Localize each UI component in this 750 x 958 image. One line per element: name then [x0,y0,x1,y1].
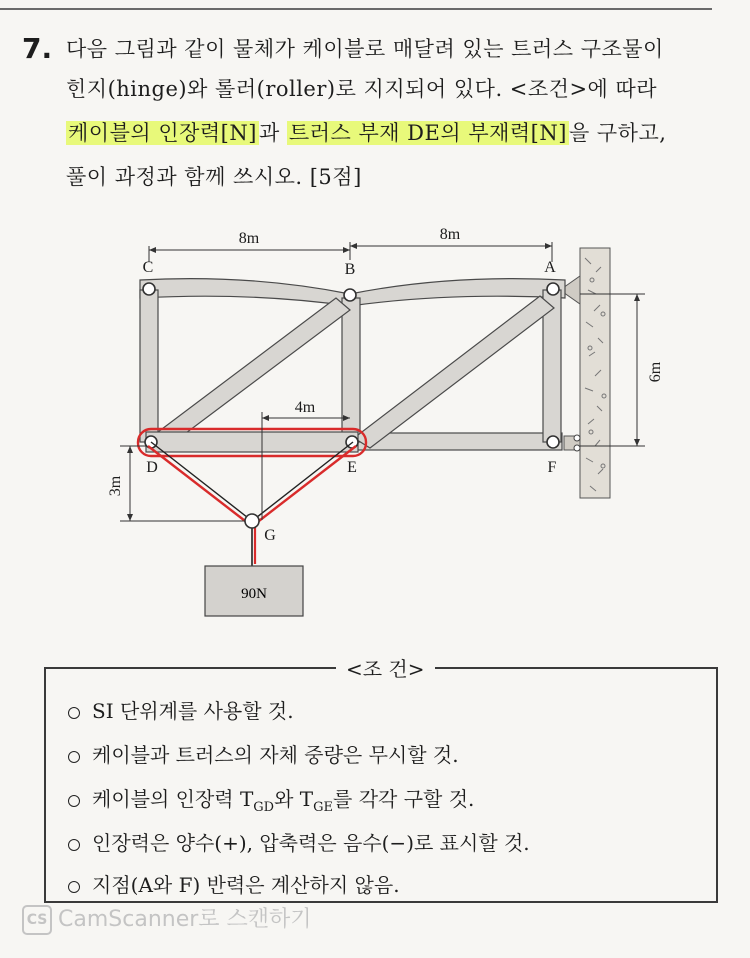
member-db [150,298,350,448]
highlight-cable-tension: 케이블의 인장력[N] [68,121,257,145]
dim-height-label: 6m [647,361,664,383]
highlight-member-force: 트러스 부재 DE의 부재력[N] [288,121,567,145]
truss-members [140,279,565,450]
cables [148,442,356,566]
condition-text: 지점(A와 F) 반력은 계산하지 않음. [92,873,400,897]
condition-item [68,783,474,815]
member-cd [140,290,158,442]
condition-item [68,869,400,898]
condition-text: SI 단위계를 사용할 것. [92,699,294,723]
pin-c [143,283,155,295]
condition-text: 인장력은 양수(+), 압축력은 음수(−)로 표시할 것. [92,831,530,855]
conditions-title: <조 건> [336,653,435,682]
node-c-label: C [142,259,154,276]
dim-ba-label: 8m [439,226,461,243]
roller-support-f [564,435,580,451]
camscanner-watermark [22,902,312,935]
cable-ge [255,446,356,524]
truss-diagram [0,210,750,630]
member-be [342,298,360,442]
top-rule [0,8,712,10]
pin-b [344,289,356,301]
circle-bullet-icon [68,751,80,763]
circle-bullet-icon [68,839,80,851]
node-b-label: B [344,261,356,278]
camscanner-icon: CS [22,905,52,935]
load-label: 90N [241,586,267,602]
node-a-label: A [544,259,556,276]
condition-item [68,827,530,856]
condition-text: 케이블의 인장력 $T_{GD}$와 $T_{GE}$를 각각 구할 것. [92,787,475,815]
dim-half-label: 4m [294,399,316,416]
pin-g [245,514,259,528]
node-e-label: E [347,459,357,476]
conditions-box [44,657,718,903]
member-ea [354,296,554,448]
watermark-text: CamScanner로 스캔하기 [58,907,312,932]
pin-f [547,436,559,448]
wall-support [580,248,610,498]
question-line-3-mid: 과 [258,121,287,145]
dim-cb-label: 8m [238,230,260,247]
condition-text: 케이블과 트러스의 자체 중량은 무시할 것. [92,743,459,767]
question-line-2: 힌지(hinge)와 롤러(roller)로 지지되어 있다. <조건>에 따라 [66,77,658,101]
circle-bullet-icon [68,881,80,893]
condition-item [68,739,459,768]
question-line-4: 풀이 과정과 함께 쓰시오. [5점] [66,165,362,189]
truss-figure [0,210,750,630]
node-g-label: G [264,527,276,544]
question-line-3 [66,118,666,148]
question-line-1: 다음 그림과 같이 물체가 케이블로 매달려 있는 트러스 구조물이 [66,37,664,61]
circle-bullet-icon [68,707,80,719]
question-line-3-end: 을 구하고, [568,121,667,145]
member-de [146,432,358,452]
condition-item [68,695,294,724]
circle-bullet-icon [68,795,80,807]
question-number: 7. [22,32,53,65]
node-d-label: D [146,459,158,476]
cable-gd [148,446,249,524]
pin-a [547,283,559,295]
node-f-label: F [547,459,557,476]
dim-cable-label: 3m [107,475,124,497]
